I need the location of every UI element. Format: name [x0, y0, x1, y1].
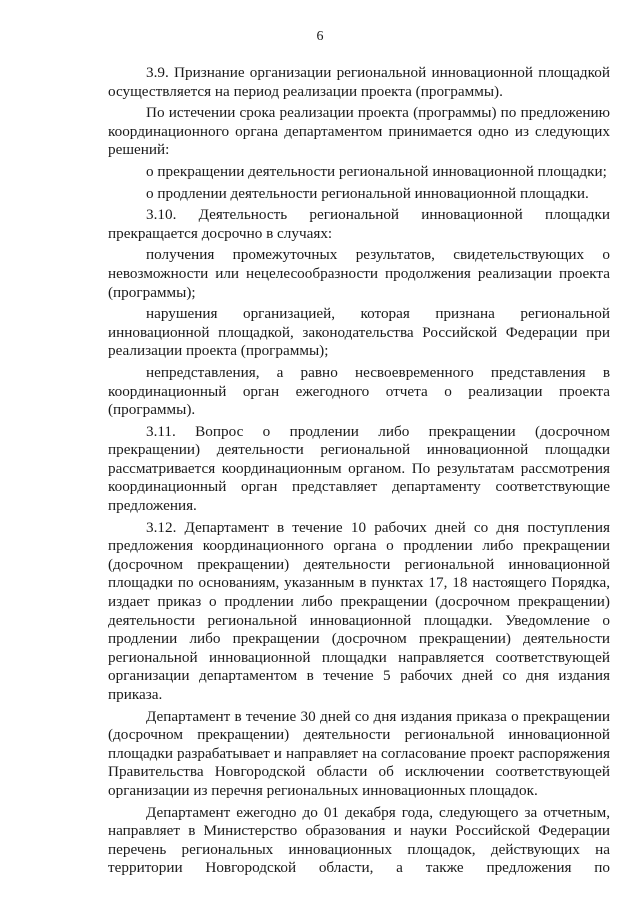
paragraph-case-interim-results: получения промежуточных результатов, свидетельствующих о невозможности или нецелесообразности продолжения реализации проекта (программы);	[108, 246, 610, 301]
paragraph-case-violation: нарушения организацией, которая признана региональной инновационной площадкой, законодательства Российской Федерации при реализации проекта (программы);	[108, 305, 610, 360]
paragraph-3-9: 3.9. Признание организации региональной инновационной площадкой осуществляется на период реализации проекта (программы).	[108, 64, 610, 100]
paragraph-decision-extension: о продлении деятельности региональной инновационной площадки.	[146, 184, 589, 202]
paragraph-3-10: 3.10. Деятельность региональной инновационной площадки прекращается досрочно в случаях:	[108, 206, 610, 242]
paragraph-decision-termination: о прекращении деятельности региональной инновационной площадки;	[146, 162, 607, 180]
paragraph-annual-report: Департамент ежегодно до 01 декабря года, следующего за отчетным, направляет в Министерство образования и науки Российской Федерации перечень региональных инновационных площадок, действующих на территории Новгородской области, а также предложения по	[108, 803, 610, 877]
paragraph-3-12: 3.12. Департамент в течение 10 рабочих дней со дня поступления предложения координационного органа о продлении либо прекращении (досрочном прекращении) деятельности региональной инновационной площадки по основаниям, указанным в пунктах 17, 18 настоящего Порядка, издает приказ о продлении либо прекращении (досрочном прекращении) деятельности региональной инновационной площадки. Уведомление о продлении либо прекращении (досрочном прекращении) деятельности региональной инновационной площадки направляется соответствующей организации департаментом в течение 5 рабочих дней со дня издания приказа.	[108, 518, 610, 703]
paragraph-termination-order: Департамент в течение 30 дней со дня издания приказа о прекращении (досрочном прекращении) деятельности региональной инновационной площадки разрабатывает и направляет на согласование проект распоряжения Правительства Новгородской области об исключении соответствующей организации из перечня региональных инновационных площадок.	[108, 707, 610, 799]
page-number: 6	[316, 29, 324, 44]
document-body	[108, 64, 610, 878]
paragraph-case-report: непредставления, а равно несвоевременного представления в координационный орган ежегодного отчета о реализации проекта (программы).	[108, 363, 610, 419]
paragraph-decision-intro: По истечении срока реализации проекта (программы) по предложению координационного органа департаментом принимается одно из следующих решений:	[108, 104, 610, 159]
paragraph-3-11: 3.11. Вопрос о продлении либо прекращении (досрочном прекращении) деятельности региональной инновационной площадки рассматривается координационным органом. По результатам рассмотрения координационный орган представляет департаменту соответствующие предложения.	[108, 422, 610, 515]
